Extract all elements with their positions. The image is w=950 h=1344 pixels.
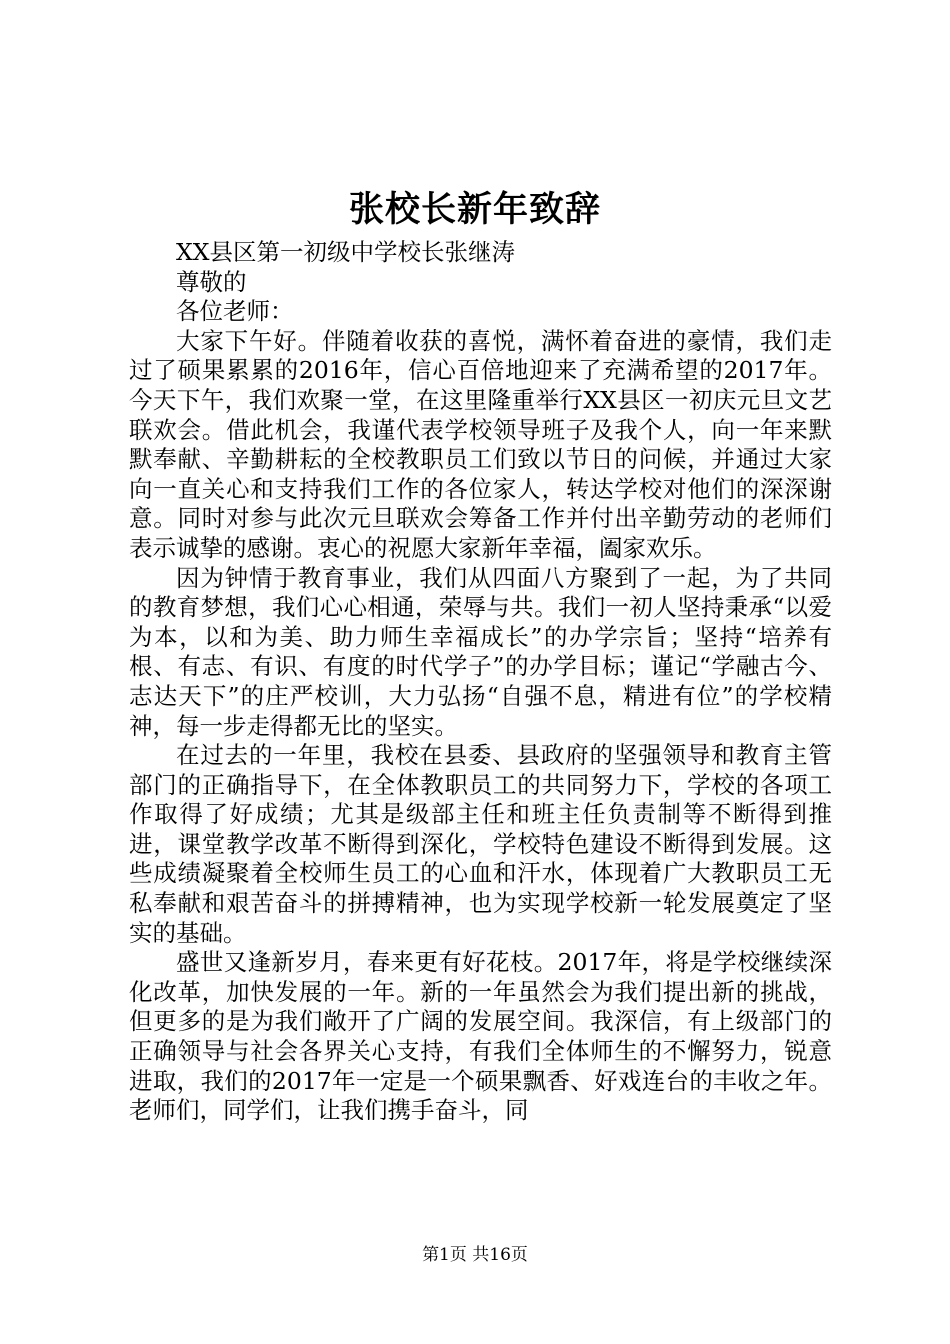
page-title: 张校长新年致辞 (348, 189, 601, 230)
page-footer: 第1页 共16页 (422, 1245, 528, 1265)
salutation-line-2: 各位老师： (176, 297, 294, 326)
paragraph: 大家下午好。伴随着收获的喜悦，满怀着奋进的豪情，我们走过了硕果累累的2016年，信心百倍地迎来了充满希望的2017年。今天下午，我们欢聚一堂，在这里隆重举行XX县区一初庆元旦文艺联欢会。借此机会，我谨代表学校领导班子及我个人，向一年来默默奉献、辛勤耕耘的全校教职员工们致以节日的问候，并通过大家向一直关心和支持我们工作的各位家人，转达学校对他们的深深谢意。同时对参与此次元旦联欢会筹备工作并付出辛勤劳动的老师们表示诚挚的感谢。衷心的祝愿大家新年幸福，阖家欢乐。 (129, 326, 832, 562)
paragraph: 在过去的一年里，我校在县委、县政府的坚强领导和教育主管部门的正确指导下，在全体教职员工的共同努力下，学校的各项工作取得了好成绩；尤其是级部主任和班主任负责制等不断得到推进，课堂教学改革不断得到深化，学校特色建设不断得到发展。这些成绩凝聚着全校师生员工的心血和汗水，体现着广大教职员工无私奉献和艰苦奋斗的拼搏精神，也为实现学校新一轮发展奠定了坚实的基础。 (129, 741, 832, 947)
author-line: XX县区第一初级中学校长张继涛 (176, 238, 515, 266)
paragraph: 盛世又逢新岁月，春来更有好花枝。2017年，将是学校继续深化改革，加快发展的一年。新的一年虽然会为我们提出新的挑战，但更多的是为我们敞开了广阔的发展空间。我深信，有上级部门的正确领导与社会各界关心支持，有我们全体师生的不懈努力，锐意进取，我们的2017年一定是一个硕果飘香、好戏连台的丰收之年。老师们，同学们，让我们携手奋斗，同 (129, 948, 832, 1125)
paragraph: 因为钟情于教育事业，我们从四面八方聚到了一起，为了共同的教育梦想，我们心心相通，荣辱与共。我们一初人坚持秉承“以爱为本，以和为美、助力师生幸福成长”的办学宗旨；坚持“培养有根、有志、有识、有度的时代学子”的办学目标；谨记“学融古今、志达天下”的庄严校训，大力弘扬“自强不息，精进有位”的学校精神，每一步走得都无比的坚实。 (129, 563, 832, 740)
document-body (129, 238, 832, 1126)
salutation-line-1: 尊敬的 (176, 267, 247, 296)
